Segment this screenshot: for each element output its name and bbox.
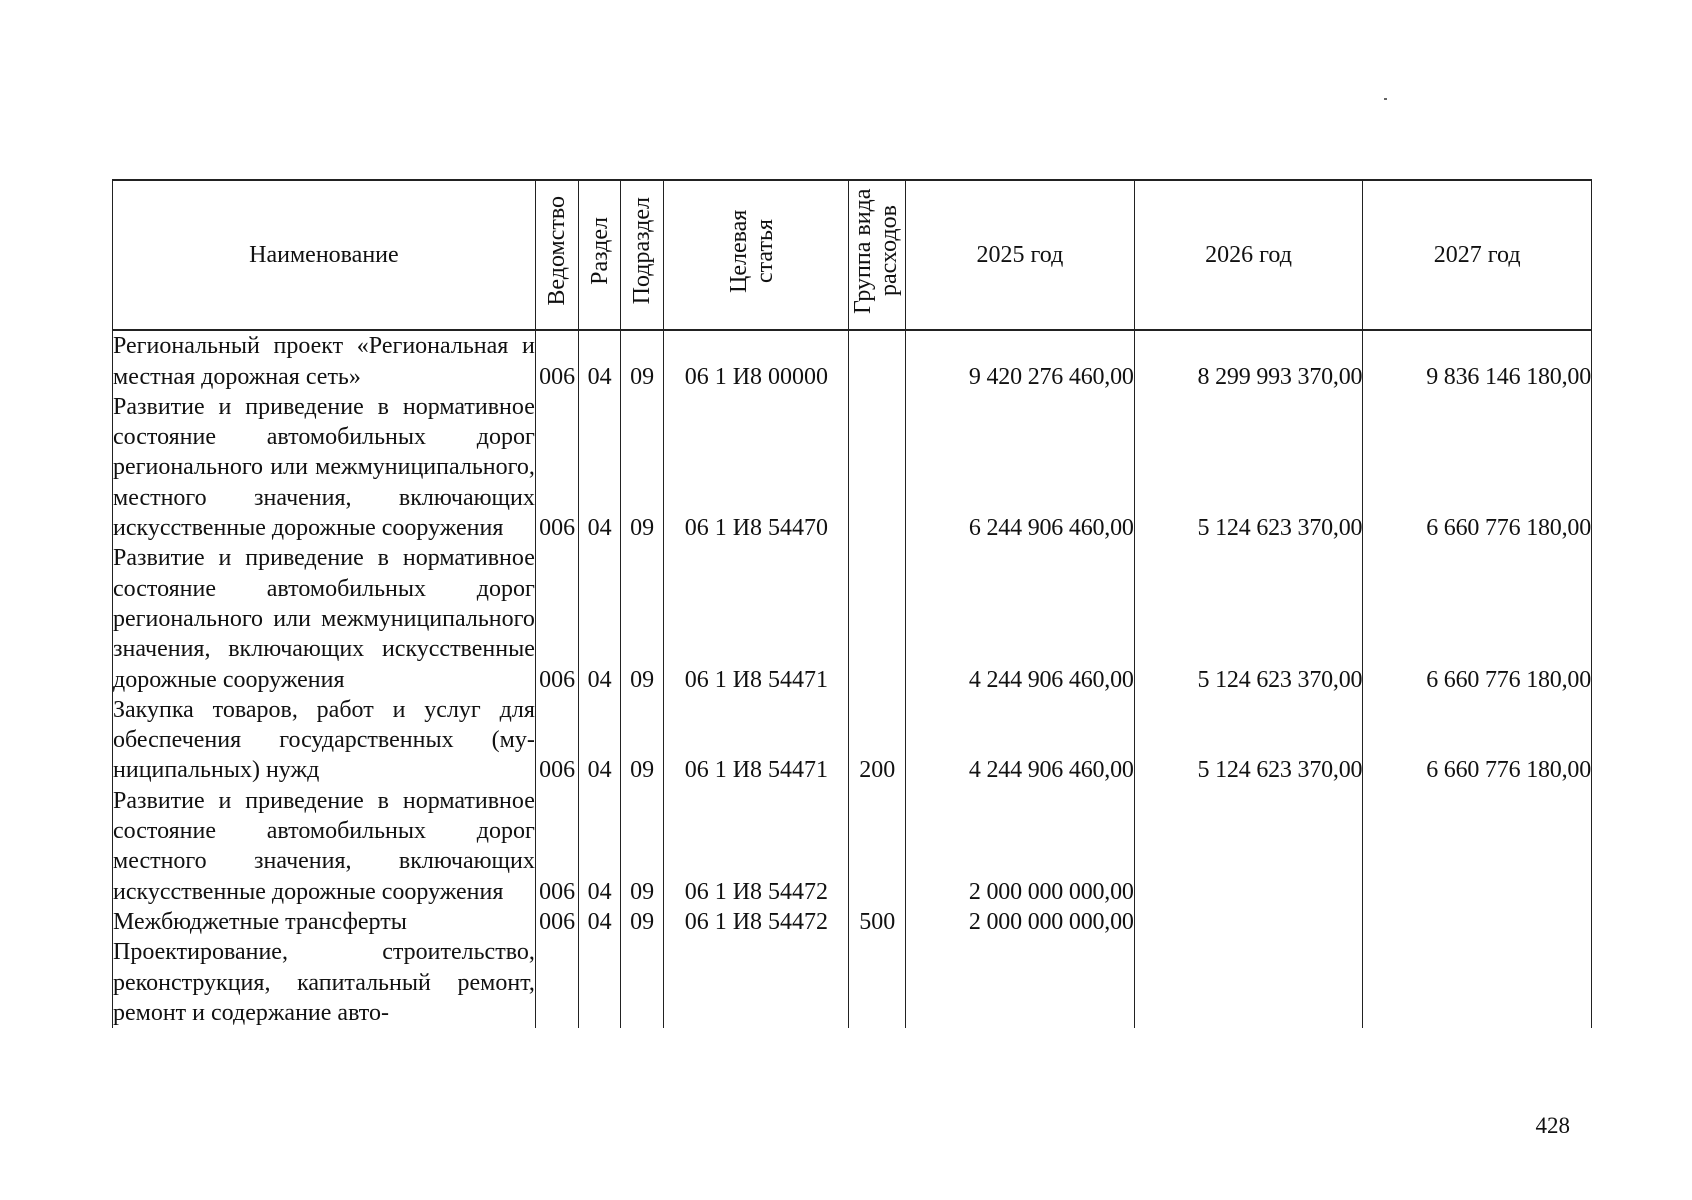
cell-target-item: 06 1 И8 54471 <box>664 543 849 694</box>
table-row <box>113 543 1592 694</box>
cell-amount-2026 <box>1134 786 1363 907</box>
budget-table-wrapper <box>112 179 1592 1107</box>
page-number: 428 <box>1535 1113 1570 1138</box>
cell-amount-2027 <box>1363 937 1592 1028</box>
cell-amount-2026: 5 124 623 370,00 <box>1134 695 1363 786</box>
cell-amount-2026 <box>1134 907 1363 937</box>
cell-name: Межбюджетные трансферты <box>113 907 536 937</box>
cell-name: Развитие и приведение в нормативное состояние автомобильных дорог регионального или межмуниципального, местного значения, включающих искусственные дорожные сооружения <box>113 392 536 543</box>
cell-department: 006 <box>535 543 579 694</box>
table-body <box>113 330 1592 1028</box>
cell-amount-2027: 9 836 146 180,00 <box>1363 330 1592 392</box>
cell-department: 006 <box>535 695 579 786</box>
header-section: Раздел <box>579 180 620 330</box>
cell-amount-2025: 6 244 906 460,00 <box>906 392 1135 543</box>
header-name: Наименование <box>113 180 536 330</box>
table-row <box>113 937 1592 1028</box>
cell-section: 04 <box>579 330 620 392</box>
cell-amount-2026: 5 124 623 370,00 <box>1134 392 1363 543</box>
cell-expense-group: 200 <box>849 695 906 786</box>
cell-section <box>579 937 620 1028</box>
cell-amount-2025 <box>906 937 1135 1028</box>
cell-amount-2025: 9 420 276 460,00 <box>906 330 1135 392</box>
cell-target-item: 06 1 И8 54472 <box>664 907 849 937</box>
cell-amount-2026 <box>1134 937 1363 1028</box>
cell-subsection: 09 <box>620 695 664 786</box>
cell-amount-2026: 8 299 993 370,00 <box>1134 330 1363 392</box>
cell-department: 006 <box>535 907 579 937</box>
cell-name: Развитие и приведение в нормативное состояние автомобильных дорог регионального или межмуниципального значения, включающих искусственные дорожные сооружения <box>113 543 536 694</box>
cell-department: 006 <box>535 392 579 543</box>
scan-speck <box>1384 98 1387 100</box>
table-header-row <box>113 180 1592 330</box>
cell-expense-group: 500 <box>849 907 906 937</box>
cell-target-item: 06 1 И8 00000 <box>664 330 849 392</box>
cell-expense-group <box>849 330 906 392</box>
cell-name: Закупка товаров, работ и услуг для обеспечения государственных (муниципальных) нужд <box>113 695 536 786</box>
table-row <box>113 786 1592 907</box>
cell-target-item: 06 1 И8 54471 <box>664 695 849 786</box>
header-target-item: Целевая статья <box>664 180 849 330</box>
cell-subsection: 09 <box>620 543 664 694</box>
header-year-2027: 2027 год <box>1363 180 1592 330</box>
cell-amount-2025: 4 244 906 460,00 <box>906 543 1135 694</box>
cell-name: Региональный проект «Региональная и местная дорожная сеть» <box>113 330 536 392</box>
table-row <box>113 392 1592 543</box>
cell-amount-2027: 6 660 776 180,00 <box>1363 695 1592 786</box>
cell-expense-group <box>849 543 906 694</box>
table-row <box>113 330 1592 392</box>
cell-section: 04 <box>579 392 620 543</box>
cell-department <box>535 937 579 1028</box>
cell-amount-2025: 2 000 000 000,00 <box>906 907 1135 937</box>
cell-amount-2027: 6 660 776 180,00 <box>1363 543 1592 694</box>
cell-section: 04 <box>579 543 620 694</box>
cell-amount-2027 <box>1363 786 1592 907</box>
table-row <box>113 695 1592 786</box>
cell-expense-group <box>849 392 906 543</box>
table-row <box>113 907 1592 937</box>
cell-section: 04 <box>579 907 620 937</box>
cell-expense-group <box>849 937 906 1028</box>
cell-subsection: 09 <box>620 392 664 543</box>
cell-subsection: 09 <box>620 786 664 907</box>
cell-subsection: 09 <box>620 330 664 392</box>
cell-amount-2025: 4 244 906 460,00 <box>906 695 1135 786</box>
header-year-2025: 2025 год <box>906 180 1135 330</box>
header-subsection: Подраздел <box>620 180 664 330</box>
cell-amount-2027: 6 660 776 180,00 <box>1363 392 1592 543</box>
header-expense-group: Группа вида расходов <box>849 180 906 330</box>
cell-subsection <box>620 937 664 1028</box>
cell-section: 04 <box>579 786 620 907</box>
cell-amount-2027 <box>1363 907 1592 937</box>
budget-table <box>112 179 1592 1028</box>
cell-target-item: 06 1 И8 54472 <box>664 786 849 907</box>
cell-target-item <box>664 937 849 1028</box>
cell-subsection: 09 <box>620 907 664 937</box>
cell-department: 006 <box>535 330 579 392</box>
cell-amount-2026: 5 124 623 370,00 <box>1134 543 1363 694</box>
cell-amount-2025: 2 000 000 000,00 <box>906 786 1135 907</box>
cell-name: Проектирование, строительство, реконструкция, капитальный ремонт, ремонт и содержание авто- <box>113 937 536 1028</box>
header-year-2026: 2026 год <box>1134 180 1363 330</box>
cell-name: Развитие и приведение в нормативное состояние автомобильных дорог местного значения, включающих искусственные дорожные сооружения <box>113 786 536 907</box>
header-department: Ведомство <box>535 180 579 330</box>
cell-expense-group <box>849 786 906 907</box>
cell-department: 006 <box>535 786 579 907</box>
cell-section: 04 <box>579 695 620 786</box>
cell-target-item: 06 1 И8 54470 <box>664 392 849 543</box>
